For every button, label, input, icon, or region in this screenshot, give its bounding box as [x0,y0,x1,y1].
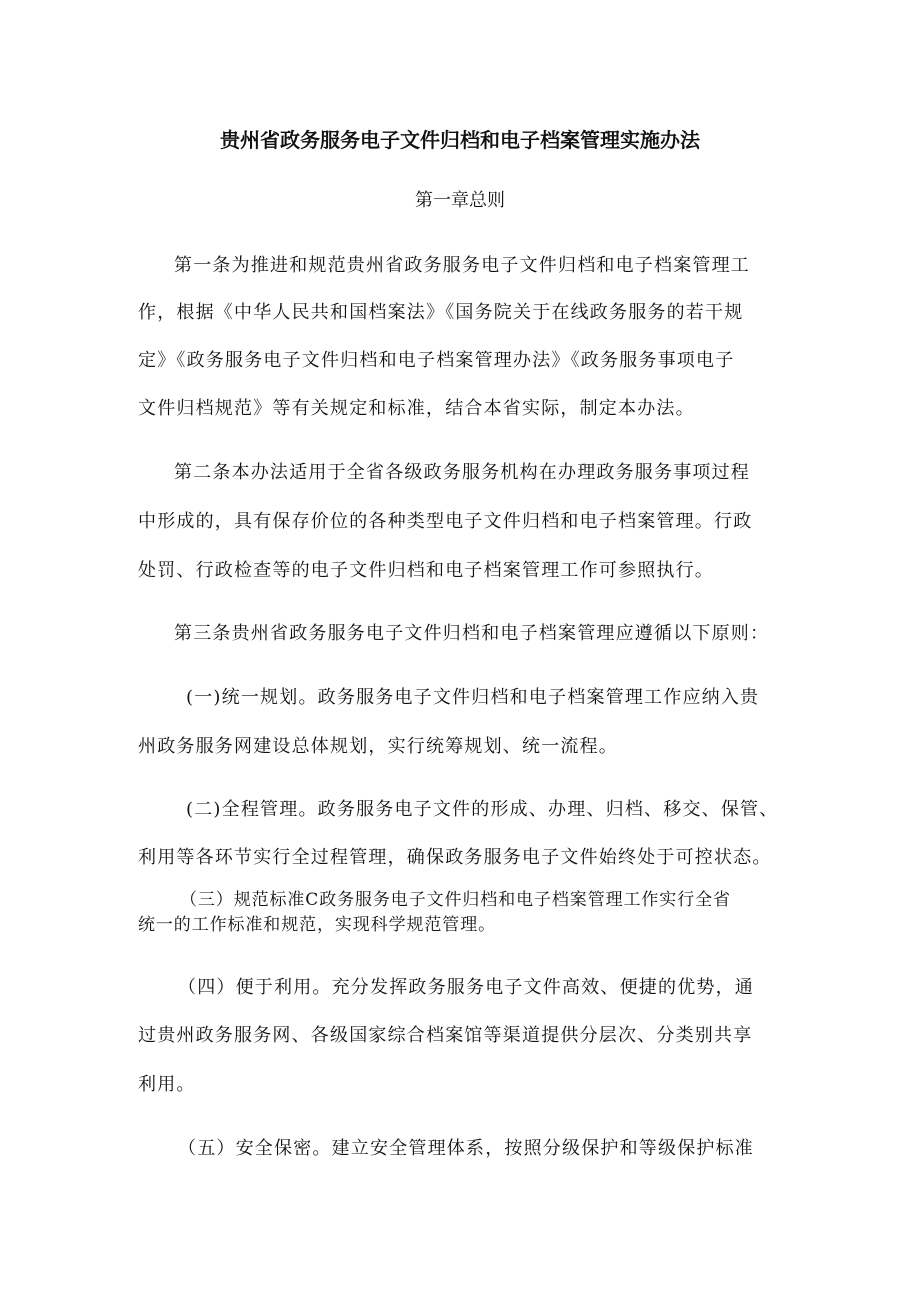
text-line: 过贵州政务服务网、各级国家综合档案馆等渠道提供分层次、分类别共享 [138,1025,753,1046]
text-line: 第三条贵州省政务服务电子文件归档和电子档案管理应遵循以下原则： [174,623,770,644]
text-line: 处罚、行政检查等的电子文件归档和电子档案管理工作可参照执行。 [138,560,714,581]
text-line: 统一的工作标准和规范，实现科学规范管理。 [138,915,496,935]
text-line: 文件归档规范》等有关规定和标准，结合本省实际，制定本办法。 [138,398,695,419]
text-line: （四）便于利用。充分发挥政务服务电子文件高效、便捷的优势，通 [178,977,754,998]
text-line: (一)统一规划。政务服务电子文件归档和电子档案管理工作应纳入贵 [186,687,760,708]
text-line: (二)全程管理。政务服务电子文件的形成、办理、归档、移交、保管、 [186,799,779,820]
text-line: 州政务服务网建设总体规划，实行统筹规划、统一流程。 [138,736,618,757]
text-line: 第二条本办法适用于全省各级政务服务机构在办理政务服务事项过程 [174,462,750,483]
document-title: 贵州省政务服务电子文件归档和电子档案管理实施办法 [220,128,700,152]
text-line: 利用等各环节实行全过程管理，确保政务服务电子文件始终处于可控状态。 [138,847,772,868]
text-line: 第一条为推进和规范贵州省政务服务电子文件归档和电子档案管理工 [174,255,750,276]
text-line: 定》《政务服务电子文件归档和电子档案管理办法》《政务服务事项电子 [138,350,735,371]
text-line: （三）规范标准C政务服务电子文件归档和电子档案管理工作实行全省 [180,890,731,910]
text-line: 中形成的，具有保存价位的各种类型电子文件归档和电子档案管理。行政 [138,511,753,532]
text-line: （五）安全保密。建立安全管理体系，按照分级保护和等级保护标准 [178,1138,754,1159]
chapter-heading: 第一章总则 [415,190,505,211]
text-line: 作，根据《中华人民共和国档案法》《国务院关于在线政务服务的若干规 [138,302,744,323]
text-line: 利用。 [138,1074,196,1095]
